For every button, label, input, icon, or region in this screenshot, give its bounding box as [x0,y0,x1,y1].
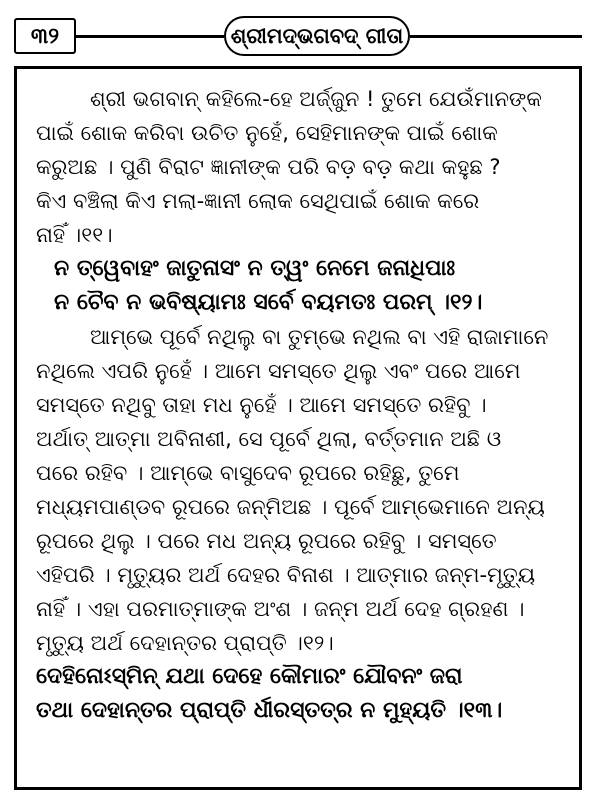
verse-line: ଦେହିନୋଽସ୍ମିନ୍ ଯଥା ଦେହେ କୌମାରଂ ଯୌବନଂ ଜରା [36,664,463,689]
paragraph-line: ମୃତ୍ୟୁ ଅର୍ଥ ଦେହାନ୍ତର ପ୍ରାପ୍ତି ।୧୨। [36,631,334,655]
header-rule-left [76,35,224,38]
paragraph-line: ନଥିଲେ ଏପରି ନୁହେଁ । ଆମେ ସମସ୍ତେ ଥିଲୁ ଏବଂ ପରେ ଆମେ [36,359,521,383]
running-title: ଶ୍ରୀମଦ୍ଭଗବଦ୍ ଗୀତା [224,16,410,56]
page-number: ୩୨ [14,18,76,54]
verse-line: ତଥା ଦେହାନ୍ତର ପ୍ରାପ୍ତି ର୍ଧୀରସ୍ତତ୍ର ନ ମୁହ୍ୟତି ।୧୩। [36,698,503,723]
paragraph-line: ନାହିଁ । ଏହା ପରମାତ୍ମାଙ୍କ ଅଂଶ । ଜନ୍ମ ଅର୍ଥ ଦେହ ଗ୍ରହଣ । [36,597,525,621]
header-rule-right [410,35,582,38]
paragraph-line: ମଧ୍ୟମପାଣ୍ଡବ ରୂପରେ ଜନ୍ମିଅଛ । ପୂର୍ବେ ଆମ୍ଭେମାନେ ଅନ୍ୟ [36,495,545,519]
paragraph-line: ପରେ ରହିବ । ଆମ୍ଭେ ବାସୁଦେବ ରୂପରେ ରହିଛୁ, ତୁମେ [36,461,460,485]
paragraph-line: ସମସ୍ତେ ନଥିବୁ ତାହା ମଧ ନୁହେଁ । ଆମେ ସମସ୍ତେ ରହିବୁ । [36,393,487,417]
paragraph-line: ଏହିପରି । ମୃତ୍ୟୁର ଅର୍ଥ ଦେହର ବିନାଶ । ଆତ୍ମାର ଜନ୍ମ-ମୃତ୍ୟୁ [36,563,536,587]
verse-line: ନ ଚୈବ ନ ଭବିଷ୍ୟାମଃ ସର୍ବେ ବୟମତଃ ପରମ୍ ।୧୨। [54,290,483,315]
paragraph-line: ଆମ୍ଭେ ପୂର୍ବେ ନଥିଲୁ ବା ତୁମ୍ଭେ ନଥିଲ ବା ଏହି ରାଜାମାନେ [90,325,549,349]
paragraph-line: କରୁଅଛ । ପୁଣି ବିରାଟ ଜ୍ଞାନୀଙ୍କ ପରି ବଡ଼ ବଡ଼ କଥା କହୁଛ ? [36,155,501,179]
paragraph-line: ପାଇଁ ଶୋକ କରିବା ଉଚିତ ନୁହେଁ, ସେହିମାନଙ୍କ ପାଇଁ ଶୋକ [36,121,498,145]
paragraph-line: ନାହିଁ ।୧୧। [36,223,113,247]
paragraph-line: କିଏ ବଞ୍ଚିଲା କିଏ ମଲା-ଜ୍ଞାନୀ ଲୋକ ସେଥିପାଇଁ ଶୋକ କରେ [36,189,480,213]
page-body [36,82,564,728]
paragraph-line: ଅର୍ଥାତ୍ ଆତ୍ମା ଅବିନାଶୀ, ସେ ପୂର୍ବେ ଥିଲା, ବର୍ତ୍ତମାନ ଅଛି ଓ [36,427,502,451]
page-header [14,14,582,58]
paragraph-line: ଶ୍ରୀ ଭଗବାନ୍ କହିଲେ-ହେ ଅର୍ଜ୍ଜୁନ ! ତୁମେ ଯେଉଁମାନଙ୍କ [90,87,542,111]
paragraph-line: ରୂପରେ ଥିଲୁ । ପରେ ମଧ ଅନ୍ୟ ରୂପରେ ରହିବୁ । ସମସ୍ତେ [36,529,497,553]
verse-line: ନ ତ୍ୱେବାହଂ ଜାତୁନାସଂ ନ ତ୍ୱଂ ନେମେ ଜନାଧିପାଃ [54,256,456,281]
